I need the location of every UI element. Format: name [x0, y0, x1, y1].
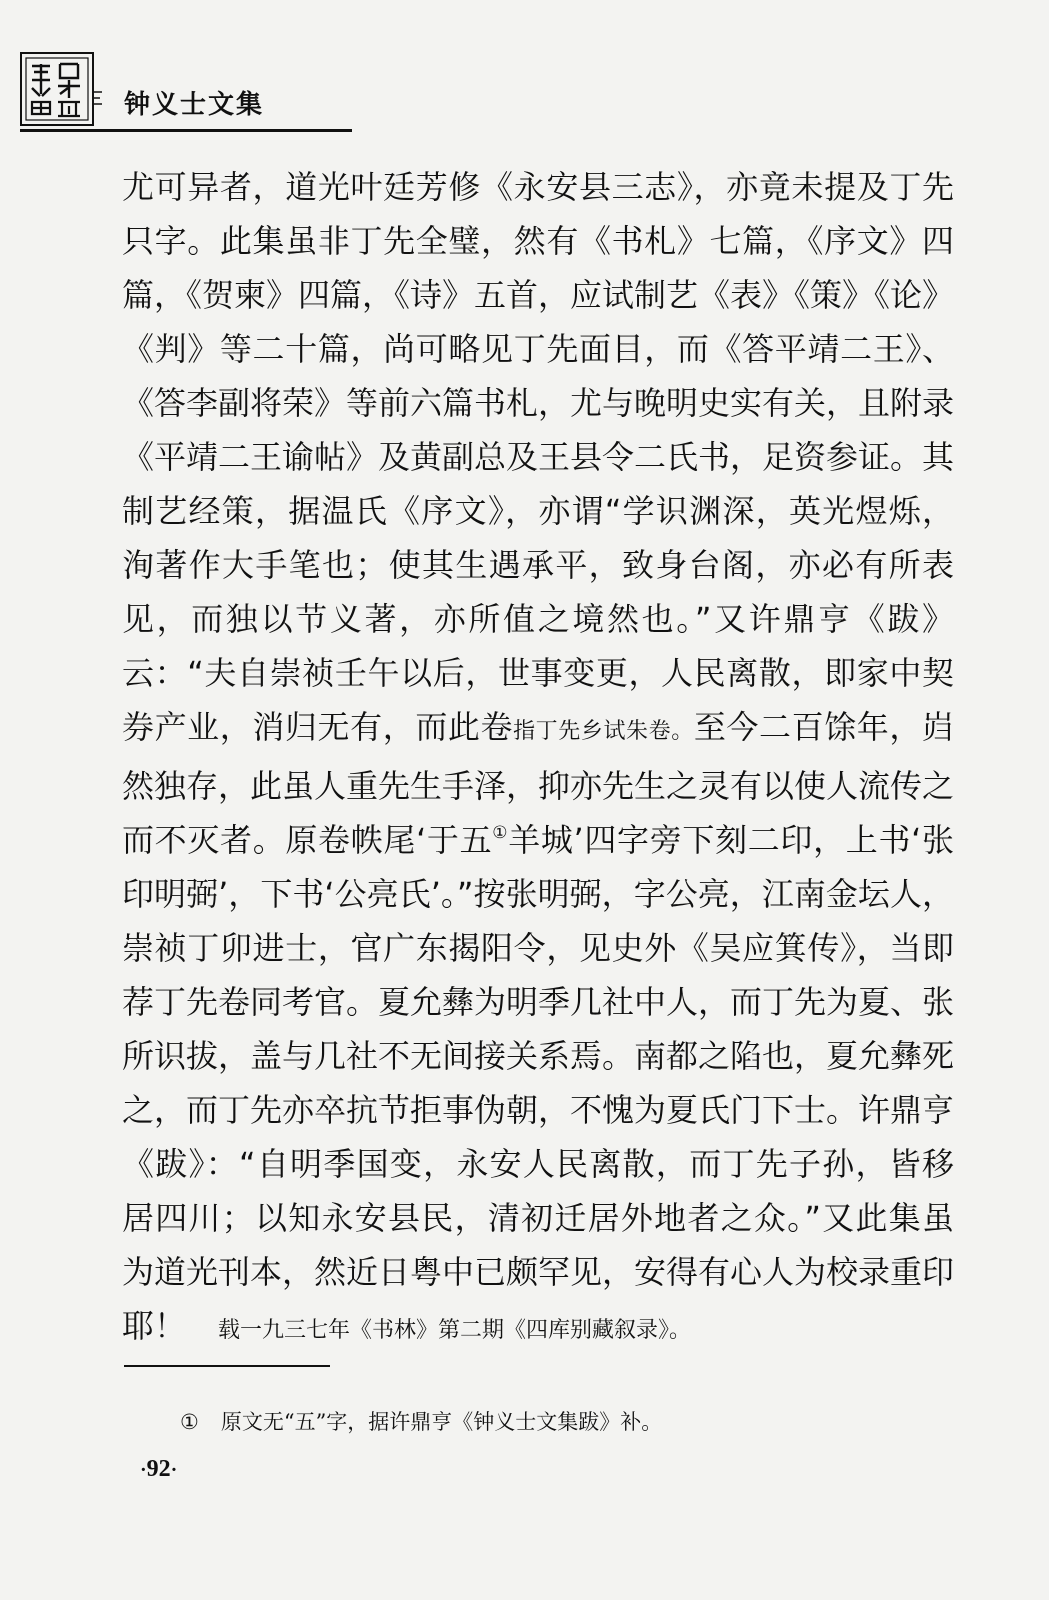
page-number-dot-right: ·	[170, 1459, 178, 1481]
footnote-text: 原文无“五”字，据许鼎亨《钟义士文集跋》补。	[220, 1410, 663, 1434]
header-rule	[20, 129, 352, 132]
seal-logo-icon	[20, 52, 104, 128]
running-header-title: 钟义士文集	[124, 90, 265, 120]
body-text-continued: 至今二百馀年，岿然独存，此虽人重先生手泽，抑亦先生之灵有以使人流传之而不灭者。原卷帙尾‘于五	[122, 708, 955, 859]
footnote	[180, 1406, 662, 1436]
inline-note: 指丁先乡试朱卷。	[513, 719, 694, 744]
footnote-reference[interactable]: ①	[492, 823, 509, 843]
page-number-value: 92	[146, 1456, 171, 1482]
body-text-tail: 羊城’四字旁下刻二印，上书‘张印明弼’，下书‘公亮氏’。”按张明弼，字公亮，江南金坛人，崇祯丁卯进士，官广东揭阳令，见史外《吴应箕传》，当即荐丁先卷同考官。夏允彝为明季几社中人，而丁先为夏、张所识拔，盖与几社不无间接关系焉。南都之陷也，夏允彝死之，而丁先亦卒抗节拒事伪朝，不愧为夏氏门下士。许鼎亨《跋》：“自明季国变，永安人民离散，而丁先子孙，皆移居四川；以知永安县民，清初迁居外地者之众。”又此集虽为道光刊本，然近日粤中已颇罕见，安得有心人为校录重印耶！	[122, 821, 955, 1345]
source-note: 载一九三七年《书林》第二期《四库别藏叙录》。	[218, 1318, 692, 1343]
page-number-dot-left: ·	[140, 1459, 147, 1481]
footnote-divider	[124, 1365, 330, 1367]
footnote-mark: ①	[180, 1410, 199, 1434]
body-paragraph	[122, 160, 954, 1358]
body-text-main: 尤可异者，道光叶廷芳修《永安县三志》，亦竟未提及丁先只字。此集虽非丁先全璧，然有《书札》七篇，《序文》四篇，《贺柬》四篇，《诗》五首，应试制艺《表》《策》《论》《判》等二十篇，尚可略见丁先面目，而《答平靖二王》、《答李副将荣》等前六篇书札，尤与晚明史实有关，且附录《平靖二王谕帖》及黄副总及王县令二氏书，足资参证。其制艺经策，据温氏《序文》，亦谓“学识渊深，英光煜烁，洵著作大手笔也；使其生遇承平，致身台阁，亦必有所表见，而独以节义著，亦所值之境然也。”又许鼎亨《跋》云：“夫自崇祯壬午以后，世事变更，人民离散，即家中契券产业，消归无有，而此卷	[122, 168, 955, 746]
page-number	[140, 1456, 177, 1483]
